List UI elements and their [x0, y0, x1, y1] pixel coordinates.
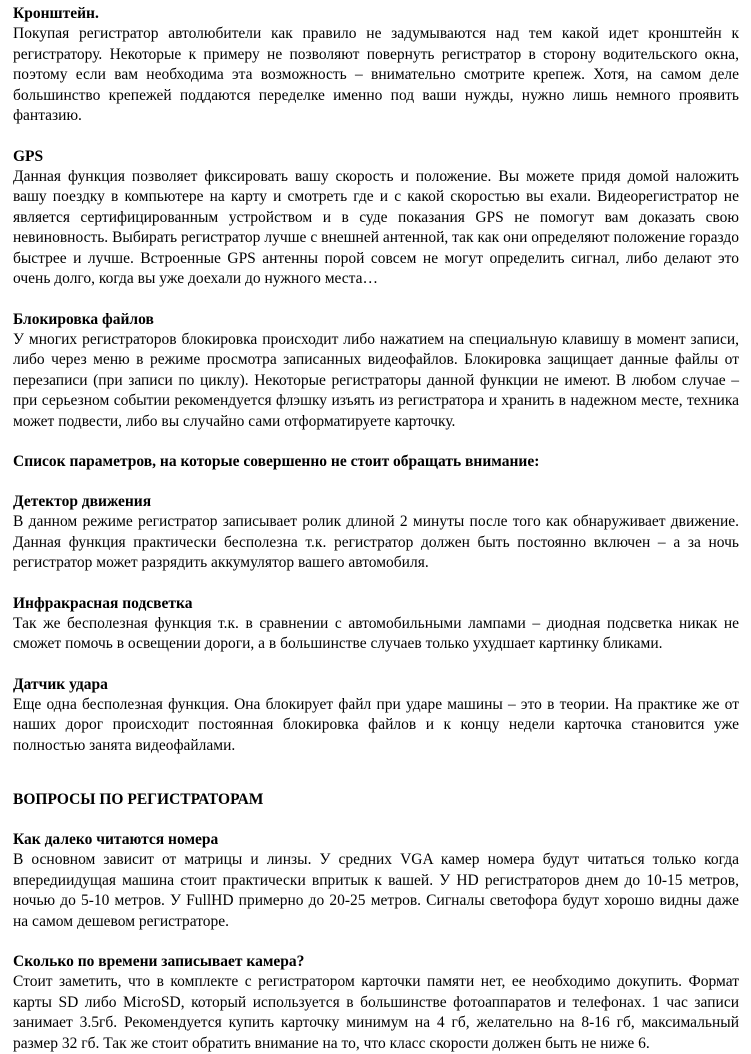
section-body: Стоит заметить, что в комплекте с регистратором карточки памяти нет, ее необходимо докупить. Формат карты SD либо MicroSD, который используется в большинстве фотоаппаратов и телефонах. 1 час записи занимает 3.5гб. Рекомендуется купить карточку минимум на 4 гб, желательно на 8-16 гб, максимальный размер 32 гб. Так же стоит обратить внимание на то, что класс скорости должен быть не ниже 6. [13, 973, 739, 1052]
param-infrared [13, 594, 739, 655]
section-gps [13, 147, 739, 290]
section-body: Данная функция позволяет фиксировать вашу скорость и положение. Вы можете придя домой наложить вашу поездку в компьютере на карту и смотреть где и с какой скоростью вы ехали. Видеорегистратор не является сертифицированным устройством и в суде показания GPS не помогут вам доказать свою невиновность. Выбирать регистратор лучше с внешней антенной, так как они определяют положение гораздо быстрее и лучше. Встроенные GPS антенны порой совсем не могут определить сигнал, либо делают это очень долго, когда вы уже доехали до нужного места… [13, 167, 739, 287]
section-heading: Блокировка файлов [13, 310, 154, 328]
section-body: У многих регистраторов блокировка происходит либо нажатием на специальную клавишу в момент записи, либо через меню в режиме просмотра записанных видеофайлов. Блокировка защищает данные файлы от перезаписи (при записи по циклу). Некоторые регистраторы данной функции не имеют. В любом случае – при серьезном событии рекомендуется флэшку изъять из регистратора и хранить в надежном месте, техника может подвести, либо вы случайно сами отформатируете карточку. [13, 330, 739, 430]
section-file-lock [13, 310, 739, 433]
section-heading: Кронштейн. [13, 5, 99, 22]
section-body: В данном режиме регистратор записывает ролик длиной 2 минуты после того как обнаруживает движение. Данная функция практически бесполезна т.к. регистратор должен быть постоянно включен – а за ночь регистратор может разрядить аккумулятор вашего автомобиля. [13, 513, 739, 571]
param-shock-sensor [13, 675, 739, 757]
section-heading: Сколько по времени записывает камера? [13, 953, 305, 970]
document-page [13, 4, 739, 1054]
section-heading: Инфракрасная подсветка [13, 594, 193, 612]
faq-plate-reading [13, 830, 739, 932]
section-body: Покупая регистратор автолюбители как правило не задумываются над тем какой идет кронштейн к регистратору. Некоторые к примеру не позволяют повернуть регистратор в сторону водительского окна, поэтому если вам необходима эта возможность – внимательно смотрите крепеж. Хотя, на самом деле большинство крепежей поддаются переделке именно под ваши нужды, нужно лишь немного проявить фантазию. [13, 25, 739, 124]
section-heading: Детектор движения [13, 493, 152, 510]
faq-title: ВОПРОСЫ ПО РЕГИСТРАТОРАМ [13, 791, 264, 808]
list-heading: Список параметров, на которые совершенно не стоит обращать внимание: [13, 453, 540, 470]
section-body: Так же бесполезная функция т.к. в сравнении с автомобильными лампами – диодная подсветка никак не сможет помочь в освещении дороги, а в большинстве случаев только ухудшает картинку бликами. [13, 614, 739, 652]
section-bracket [13, 4, 739, 127]
section-body: В основном зависит от матрицы и линзы. У средних VGA камер номера будут читаться только когда впередиидущая машина стоит практически впритык к вашей. У HD регистраторов днем до 10-15 метров, ночью до 5-10 метров. У FullHD примерно до 20-25 метров. Сигналы светофора будут хорошо видны даже на самом дешевом регистраторе. [13, 851, 739, 930]
section-heading: Как далеко читаются номера [13, 831, 219, 848]
section-body: Еще одна бесполезная функция. Она блокирует файл при ударе машины – это в теории. На практике же от наших дорог происходит постоянная блокировка файлов и к концу недели карточка становится уже полностью занята видеофайлами. [13, 695, 739, 754]
faq-recording-time [13, 952, 739, 1054]
section-heading: GPS [13, 147, 44, 165]
param-motion-detector [13, 492, 739, 574]
section-heading: Датчик удара [13, 675, 108, 693]
